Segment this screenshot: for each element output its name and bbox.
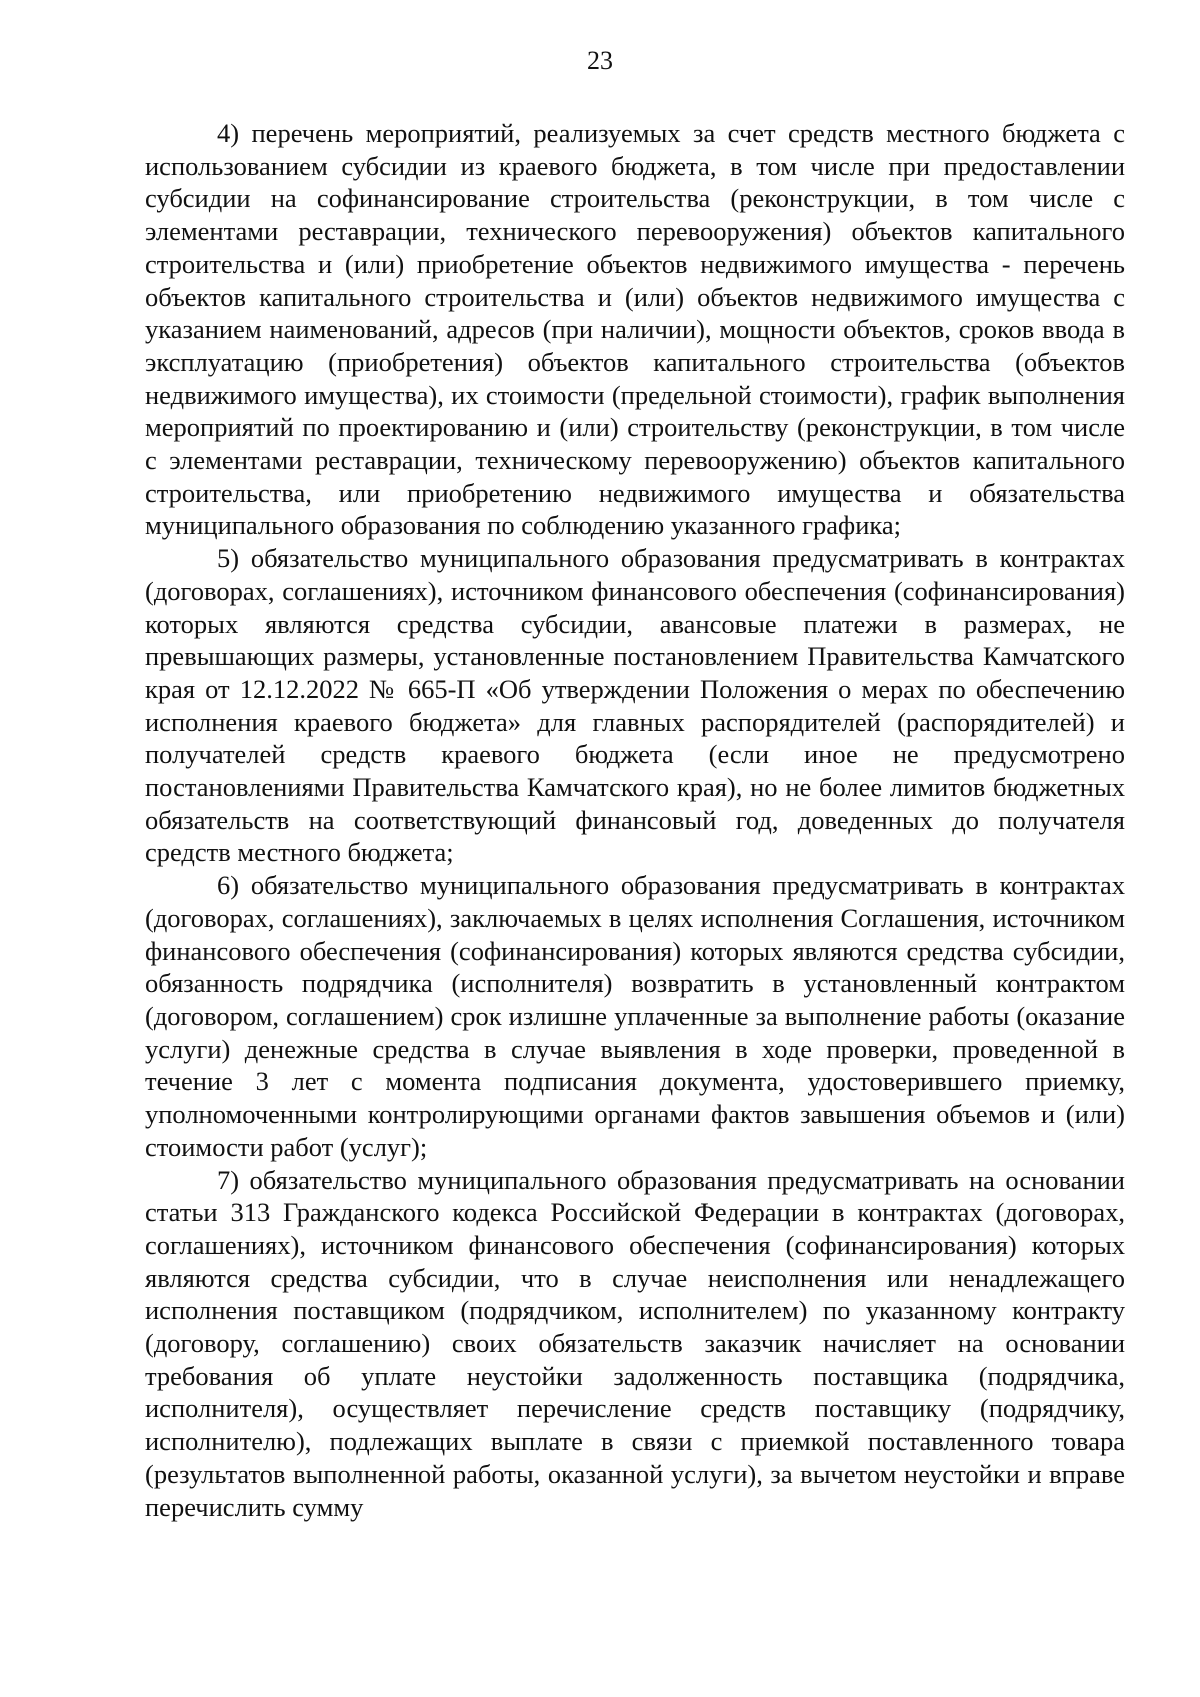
paragraph-item-4: 4) перечень мероприятий, реализуемых за счет средств местного бюджета с использованием субсидии из краевого бюджета, в том числе при предоставлении субсидии на софинансирование строительства (реконструкции, в том числе с элементами реставрации, технического перевооружения) объектов капитального строительства и (или) приобретение объектов недвижимого имущества - перечень объектов капитального строительства и (или) объектов недвижимого имущества с указанием наименований, адресов (при наличии), мощности объектов, сроков ввода в эксплуатацию (приобретения) объектов капитального строительства (объектов недвижимого имущества), их стоимости (предельной стоимости), график выполнения мероприятий по проектированию и (или) строительству (реконструкции, в том числе с элементами реставрации, техническому перевооружению) объектов капитального строительства, или приобретению недвижимого имущества и обязательства муниципального образования по соблюдению указанного графика; xyxy=(145,118,1125,541)
page-number: 23 xyxy=(587,46,613,75)
paragraph-item-5: 5) обязательство муниципального образования предусматривать в контрактах (договорах, соглашениях), источником финансового обеспечения (софинансирования) которых являются средства субсидии, авансовые платежи в размерах, не превышающих размеры, установленные постановлением Правительства Камчатского края от 12.12.2022 № 665-П «Об утверждении Положения о мерах по обеспечению исполнения краевого бюджета» для главных распорядителей (распорядителей) и получателей средств краевого бюджета (если иное не предусмотрено постановлениями Правительства Камчатского края), но не более лимитов бюджетных обязательств на соответствующий финансовый год, доведенных до получателя средств местного бюджета; xyxy=(145,543,1125,868)
paragraph-item-7: 7) обязательство муниципального образования предусматривать на основании статьи 313 Гражданского кодекса Российской Федерации в контрактах (договорах, соглашениях), источником финансового обеспечения (софинансирования) которых являются средства субсидии, что в случае неисполнения или ненадлежащего исполнения поставщиком (подрядчиком, исполнителем) по указанному контракту (договору, соглашению) своих обязательств заказчик начисляет на основании требования об уплате неустойки задолженность поставщика (подрядчика, исполнителя), осуществляет перечисление средств поставщику (подрядчику, исполнителю), подлежащих выплате в связи с приемкой поставленного товара (результатов выполненной работы, оказанной услуги), за вычетом неустойки и вправе перечислить сумму xyxy=(145,1164,1125,1522)
paragraph-item-6: 6) обязательство муниципального образования предусматривать в контрактах (договорах, соглашениях), заключаемых в целях исполнения Соглашения, источником финансового обеспечения (софинансирования) которых являются средства субсидии, обязанность подрядчика (исполнителя) возвратить в установленный контрактом (договором, соглашением) срок излишне уплаченные за выполнение работы (оказание услуги) денежные средства в случае выявления в ходе проверки, проведенной в течение 3 лет с момента подписания документа, удостоверившего приемку, уполномоченными контролирующими органами фактов завышения объемов и (или) стоимости работ (услуг); xyxy=(145,870,1125,1162)
document-body xyxy=(145,117,1125,1523)
